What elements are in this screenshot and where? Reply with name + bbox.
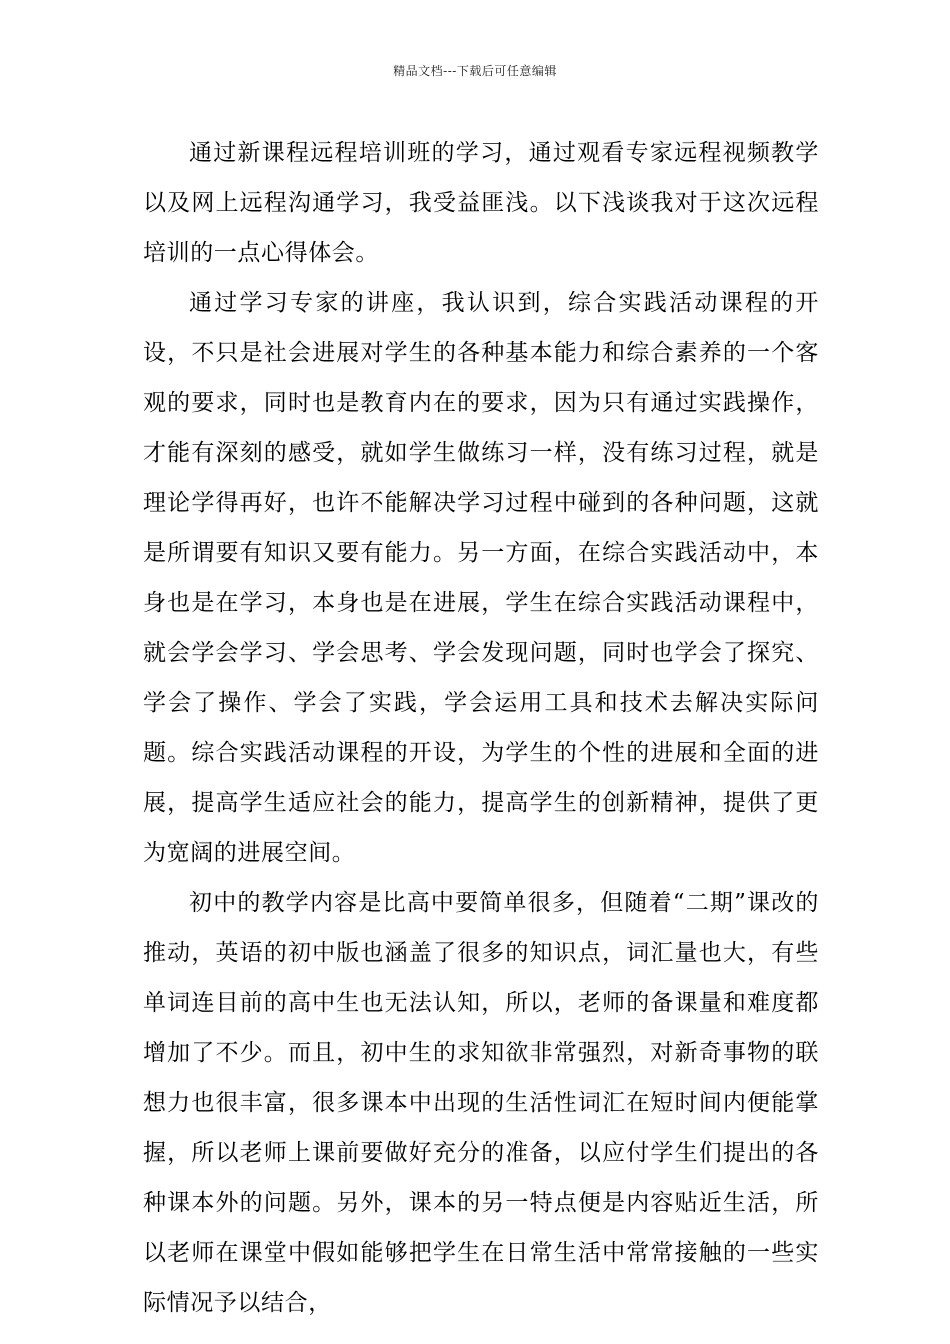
paragraph-expert-lecture: 通过学习专家的讲座，我认识到，综合实践活动课程的开设，不只是社会进展对学生的各种基本能力和综合素养的一个客观的要求，同时也是教育内在的要求，因为只有通过实践操作，才能有深刻的感受，就如学生做练习一样，没有练习过程，就是理论学得再好，也许不能解决学习过程中碰到的各种问题，这就是所谓要有知识又要有能力。另一方面，在综合实践活动中，本身也是在学习，本身也是在进展，学生在综合实践活动课程中，就会学会学习、学会思考、学会发现问题，同时也学会了探究、学会了操作、学会了实践，学会运用工具和技术去解决实际问题。综合实践活动课程的开设，为学生的个性的进展和全面的进展，提高学生适应社会的能力，提高学生的创新精神，提供了更为宽阔的进展空间。 bbox=[143, 290, 819, 866]
paragraph-intro: 通过新课程远程培训班的学习，通过观看专家远程视频教学以及网上远程沟通学习，我受益匪浅。以下浅谈我对于这次远程培训的一点心得体会。 bbox=[143, 140, 819, 266]
document-body bbox=[143, 128, 819, 1328]
page-header: 精品文档---下载后可任意编辑 bbox=[393, 64, 557, 78]
paragraph-junior-teaching: 初中的教学内容是比高中要简单很多，但随着“二期”课改的推动，英语的初中版也涵盖了很多的知识点，词汇量也大，有些单词连目前的高中生也无法认知，所以，老师的备课量和难度都增加了不少。而且，初中生的求知欲非常强烈，对新奇事物的联想力也很丰富，很多课本中出现的生活性词汇在短时间内便能掌握，所以老师上课前要做好充分的准备，以应付学生们提出的各种课本外的问题。另外，课本的另一特点便是内容贴近生活，所以老师在课堂中假如能够把学生在日常生活中常常接触的一些实际情况予以结合， bbox=[143, 890, 819, 1316]
